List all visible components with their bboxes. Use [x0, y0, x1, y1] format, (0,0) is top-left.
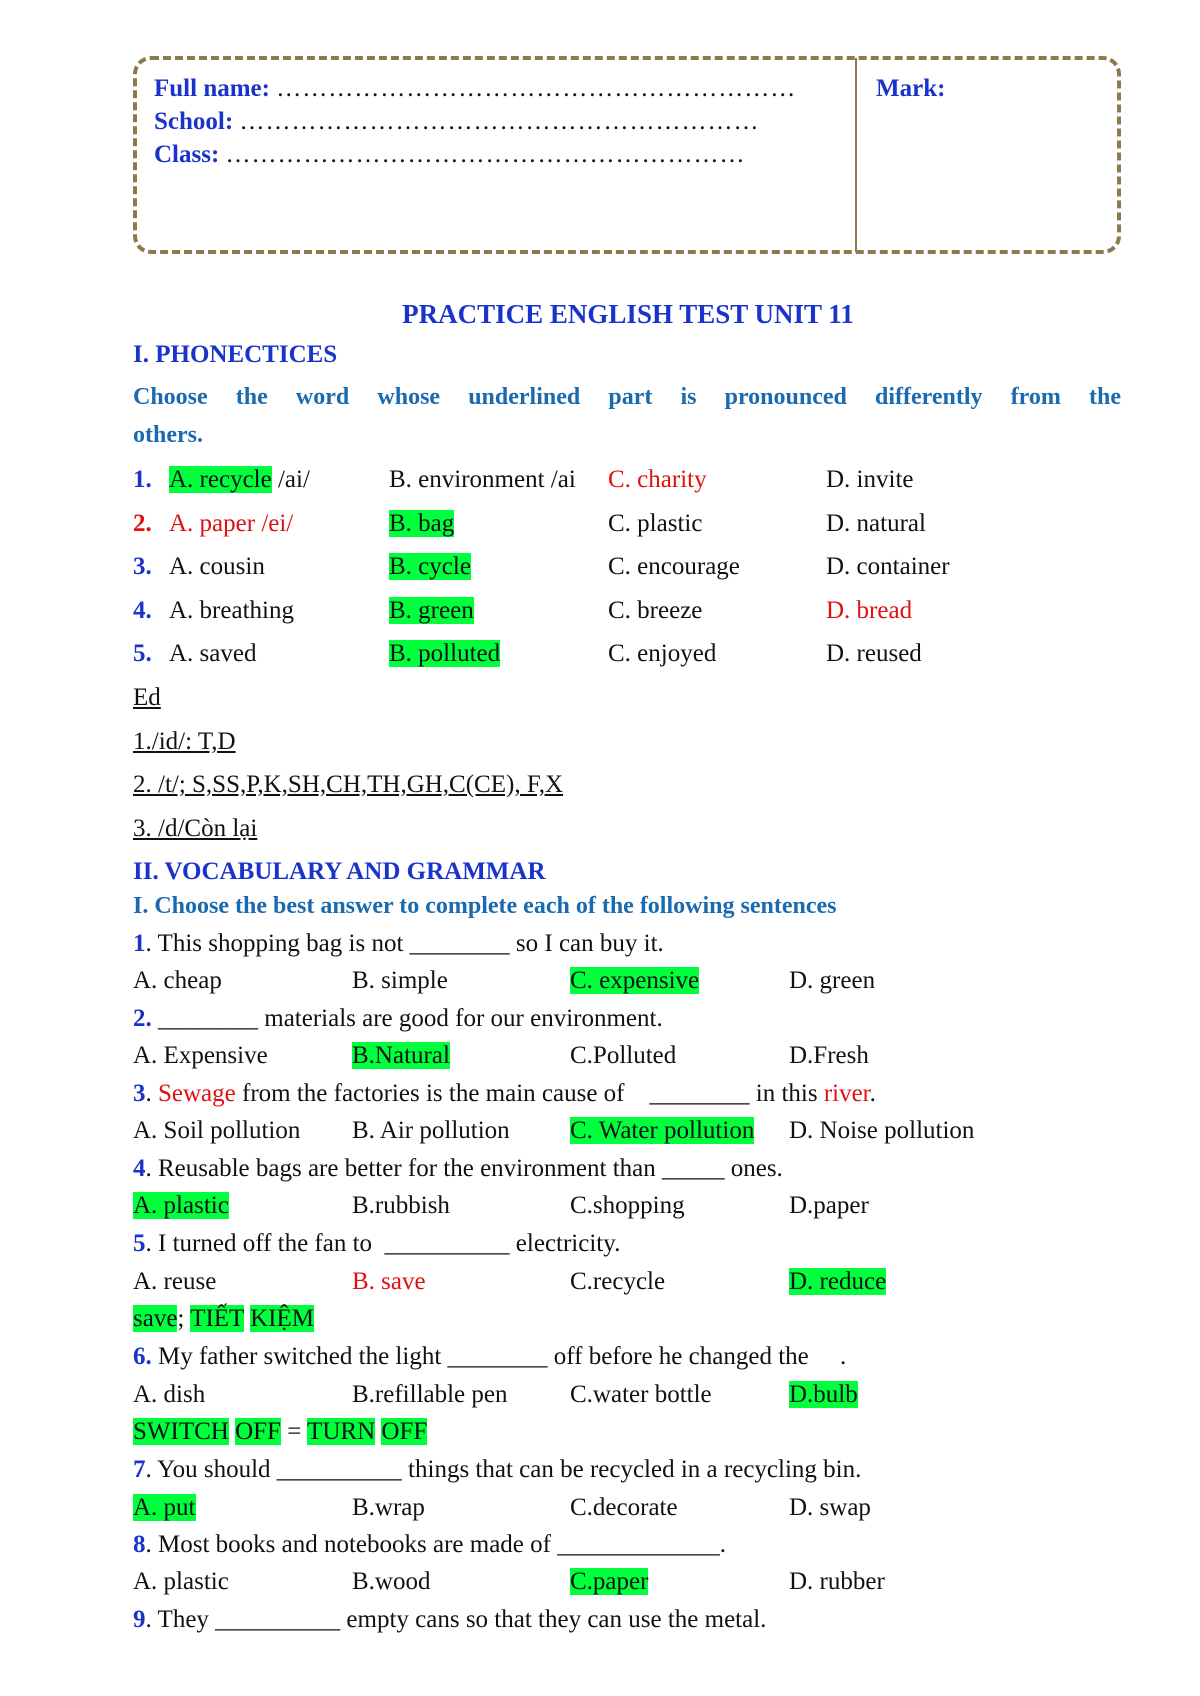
grammar-q2-b[interactable]: B.Natural — [352, 1042, 450, 1069]
section-1-instruction-line2: others. — [133, 422, 203, 448]
phonetics-q3-c[interactable]: C. encourage — [608, 553, 740, 580]
grammar-q4: 4. Reusable bags are better for the environment than _____ ones. — [133, 1155, 783, 1182]
grammar-q3-a[interactable]: A. Soil pollution — [133, 1117, 301, 1144]
grammar-q6-a[interactable]: A. dish — [133, 1381, 206, 1408]
grammar-q7: 7. You should __________ things that can be recycled in a recycling bin. — [133, 1456, 862, 1483]
section-2-subheading: I. Choose the best answer to complete each of the following sentences — [133, 893, 837, 919]
full-name-row — [154, 75, 796, 103]
grammar-q3-b[interactable]: B. Air pollution — [352, 1117, 510, 1144]
grammar-q7-c[interactable]: C.decorate — [570, 1494, 678, 1521]
full-name-label: Full name: — [154, 75, 270, 102]
grammar-q7-d[interactable]: D. swap — [789, 1494, 871, 1521]
phonetics-q5-a[interactable]: A. saved — [169, 640, 257, 667]
page-title: PRACTICE ENGLISH TEST UNIT 11 — [402, 299, 854, 329]
phonetics-q1-d[interactable]: D. invite — [826, 466, 914, 493]
phonetics-q4-d[interactable]: D. bread — [826, 597, 913, 624]
phonetics-q1-c[interactable]: C. charity — [608, 466, 707, 493]
phonetics-q3-a[interactable]: A. cousin — [169, 553, 265, 580]
grammar-q4-d[interactable]: D.paper — [789, 1192, 869, 1219]
grammar-q5-a[interactable]: A. reuse — [133, 1268, 217, 1295]
box-divider — [855, 58, 857, 252]
grammar-q3: 3. Sewage from the factories is the main cause of ________ in this river. — [133, 1080, 876, 1107]
grammar-q1-a[interactable]: A. cheap — [133, 967, 222, 994]
phonetics-q1-b[interactable]: B. environment /ai — [389, 466, 576, 493]
grammar-q4-a[interactable]: A. plastic — [133, 1192, 229, 1219]
section-1-instruction-line1: Choose the word whose underlined part is pronounced differently from the — [133, 384, 1121, 410]
grammar-q2-d[interactable]: D.Fresh — [789, 1042, 869, 1069]
school-label: School: — [154, 108, 234, 135]
grammar-q4-c[interactable]: C.shopping — [570, 1192, 685, 1219]
grammar-q4-b[interactable]: B.rubbish — [352, 1192, 450, 1219]
grammar-q1-d[interactable]: D. green — [789, 967, 876, 994]
class-field[interactable]: …………………………………………………… — [225, 141, 746, 168]
full-name-field[interactable]: …………………………………………………… — [276, 75, 797, 102]
grammar-q8-a[interactable]: A. plastic — [133, 1568, 229, 1595]
grammar-q8-b[interactable]: B.wood — [352, 1568, 431, 1595]
grammar-q5-b[interactable]: B. save — [352, 1268, 426, 1295]
grammar-q3-c[interactable]: C. Water pollution — [570, 1117, 755, 1144]
phonetics-q5-b[interactable]: B. polluted — [389, 640, 501, 667]
phonetics-q5-d[interactable]: D. reused — [826, 640, 922, 667]
class-row — [154, 141, 746, 169]
grammar-q6-c[interactable]: C.water bottle — [570, 1381, 712, 1408]
grammar-q2-a[interactable]: A. Expensive — [133, 1042, 268, 1069]
grammar-q3-d[interactable]: D. Noise pollution — [789, 1117, 975, 1144]
phonetics-q2-b[interactable]: B. bag — [389, 510, 455, 537]
phonetics-q4-b[interactable]: B. green — [389, 597, 474, 624]
grammar-q6-note: SWITCH OFF = TURN OFF — [133, 1418, 428, 1445]
phonetics-q2-a[interactable]: A. paper /ei/ — [169, 510, 294, 537]
grammar-q6: 6. My father switched the light ________ off before he changed the . — [133, 1343, 847, 1370]
phonetics-q5-c[interactable]: C. enjoyed — [608, 640, 717, 667]
grammar-q7-a[interactable]: A. put — [133, 1494, 196, 1521]
grammar-q8-c[interactable]: C.paper — [570, 1568, 649, 1595]
phonetics-q1-a[interactable]: A. recycle /ai/ — [169, 466, 310, 493]
phonetics-q3: 3. — [133, 553, 152, 580]
phonetics-q3-b[interactable]: B. cycle — [389, 553, 471, 580]
grammar-q2: 2. ________ materials are good for our environment. — [133, 1005, 663, 1032]
phonetics-q4-c[interactable]: C. breeze — [608, 597, 703, 624]
section-2-heading: II. VOCABULARY AND GRAMMAR — [133, 858, 546, 885]
ed-note-heading: Ed — [133, 684, 161, 711]
phonetics-q4-a[interactable]: A. breathing — [169, 597, 294, 624]
grammar-q5-note: save; TIẾT KIỆM — [133, 1305, 315, 1332]
grammar-q8: 8. Most books and notebooks are made of _____________. — [133, 1531, 726, 1558]
section-1-heading: I. PHONECTICES — [133, 341, 338, 368]
grammar-q6-d[interactable]: D.bulb — [789, 1381, 858, 1408]
ed-note-2: 2. /t/; S,SS,P,K,SH,CH,TH,GH,C(CE), F,X — [133, 771, 564, 798]
grammar-q1-c[interactable]: C. expensive — [570, 967, 700, 994]
school-row — [154, 108, 759, 136]
grammar-q1: 1. This shopping bag is not ________ so I can buy it. — [133, 930, 664, 957]
phonetics-q5: 5. — [133, 640, 152, 667]
mark-label: Mark: — [876, 75, 946, 102]
phonetics-q1 — [133, 466, 152, 494]
grammar-q7-b[interactable]: B.wrap — [352, 1494, 425, 1521]
grammar-q5-c[interactable]: C.recycle — [570, 1268, 666, 1295]
ed-note-1: 1./id/: T,D — [133, 728, 236, 755]
class-label: Class: — [154, 141, 220, 168]
grammar-q2-c[interactable]: C.Polluted — [570, 1042, 677, 1069]
grammar-q5-d[interactable]: D. reduce — [789, 1268, 887, 1295]
phonetics-q2: 2. — [133, 510, 152, 537]
grammar-q6-b[interactable]: B.refillable pen — [352, 1381, 508, 1408]
phonetics-q2-d[interactable]: D. natural — [826, 510, 926, 537]
phonetics-q2-c[interactable]: C. plastic — [608, 510, 703, 537]
q-number: 1. — [133, 466, 152, 493]
phonetics-q4: 4. — [133, 597, 152, 624]
grammar-q9: 9. They __________ empty cans so that they can use the metal. — [133, 1606, 767, 1633]
school-field[interactable]: …………………………………………………… — [239, 108, 760, 135]
phonetics-q3-d[interactable]: D. container — [826, 553, 950, 580]
grammar-q1-b[interactable]: B. simple — [352, 967, 448, 994]
ed-note-3: 3. /d/Còn lại — [133, 815, 258, 842]
grammar-q8-d[interactable]: D. rubber — [789, 1568, 885, 1595]
grammar-q5: 5. I turned off the fan to __________ electricity. — [133, 1230, 621, 1257]
